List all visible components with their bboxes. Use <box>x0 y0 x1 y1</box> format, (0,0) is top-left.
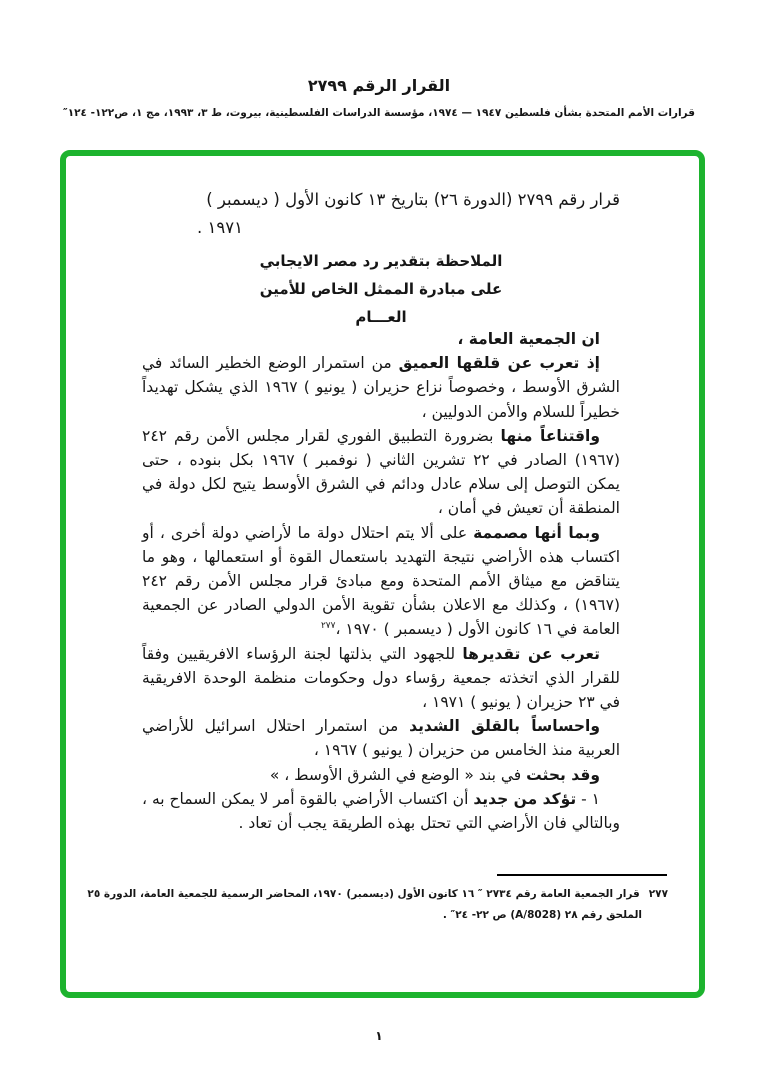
subtitle-line: الملاحظة بتقدير رد مصر الايجابي <box>259 252 503 270</box>
page-number: ١ <box>375 1028 383 1043</box>
document-title: القرار الرقم ٢٧٩٩ <box>307 76 451 95</box>
footnote-line <box>86 884 668 905</box>
footnote-line: الملحق رقم ٢٨ (A/8028) ص ٢٢- ٢٤″ . <box>442 909 642 921</box>
body-paragraph: واقتناعاً منها بضرورة التطبيق الفوري لقرار مجلس الأمن رقم ٢٤٢ (١٩٦٧) الصادر في ٢٢ تشرين الثاني ( نوفمبر ) ١٩٦٧ بكل بنوده ، حتى يمكن التوصل إلى سلام عادل ودائم في الشرق الأوسط يتيح لكل دولة في المنطقة أن تعيش في أمان ، <box>142 426 620 518</box>
body-paragraph: واحساساً بالقلق الشديد من استمرار احتلال اسرائيل للأراضي العربية منذ الخامس من حزيران ( يونيو ) ١٩٦٧ ، <box>142 717 620 760</box>
body-paragraph: ان الجمعية العامة ، <box>457 330 600 348</box>
subtitle-line: على مبادرة الممثل الخاص للأمين <box>259 280 503 298</box>
footnote-reference: ٢٧٧ <box>320 621 336 632</box>
footnote-text: قرار الجمعية العامة رقم ٢٧٣٤ ″ ١٦ كانون الأول (ديسمبر) ١٩٧٠، المحاضر الرسمية للجمعية العامة، الدورة ٢٥ <box>87 888 640 900</box>
footnote <box>86 884 668 926</box>
body-paragraph: إذ تعرب عن قلقها العميق من استمرار الوضع الخطير السائد في الشرق الأوسط ، وخصوصاً نزاع حزيران ( يونيو ) ١٩٦٧ الذي يشكل تهديداً خطيراً للسلام والأمن الدوليين ، <box>142 354 620 421</box>
body-paragraph: تعرب عن تقديرها للجهود التي بذلتها لجنة الرؤساء الافريقيين وفقاً للقرار الذي اتخذته جمعية رؤساء دول وحكومات منظمة الوحدة الافريقية في ٢٣ حزيران ( يونيو ) ١٩٧١ ، <box>142 644 620 712</box>
resolution-subtitle <box>142 247 620 331</box>
resolution-heading-year: ١٩٧١ . <box>197 218 243 237</box>
resolution-body <box>142 327 620 835</box>
body-paragraph: وقد بحثت في بند « الوضع في الشرق الأوسط ، » <box>269 765 600 784</box>
source-citation: قرارات الأمم المتحدة بشأن فلسطين ١٩٤٧ — ١٩٧٤، مؤسسة الدراسات الفلسطينية، بيروت، ط ٣، ١٩٩٣، مج ١، ص١٢٢- ١٢٤″ <box>63 107 695 119</box>
body-paragraph: ١ - تؤكد من جديد أن اكتساب الأراضي بالقوة أمر لا يمكن السماح به ، وبالتالي فان الأراضي التي تحتل بهذه الطريقة يجب أن تعاد . <box>142 789 620 833</box>
subtitle-line: العـــام <box>355 308 407 326</box>
footnote-separator <box>497 874 667 876</box>
resolution-heading: قرار رقم ٢٧٩٩ (الدورة ٢٦) بتاريخ ١٣ كانون الأول ( ديسمبر ) <box>206 190 620 209</box>
footnote-marker: ٢٧٧ <box>648 888 668 900</box>
body-paragraph: وبما أنها مصممة على ألا يتم احتلال دولة ما لأراضي دولة أخرى ، أو اكتساب هذه الأراضي نتيجة التهديد باستعمال القوة أو استعمالها ، وهو ما يتناقض مع ميثاق الأمم المتحدة ومع مبادئ قرار مجلس الأمن رقم ٢٤٢ (١٩٦٧) ، وكذلك مع الاعلان بشأن تقوية الأمن الدولي الصادر عن الجمعية العامة في ١٦ كانون الأول ( ديسمبر ) ١٩٧٠ ،$^{٢٧٧}$ <box>142 523 620 639</box>
